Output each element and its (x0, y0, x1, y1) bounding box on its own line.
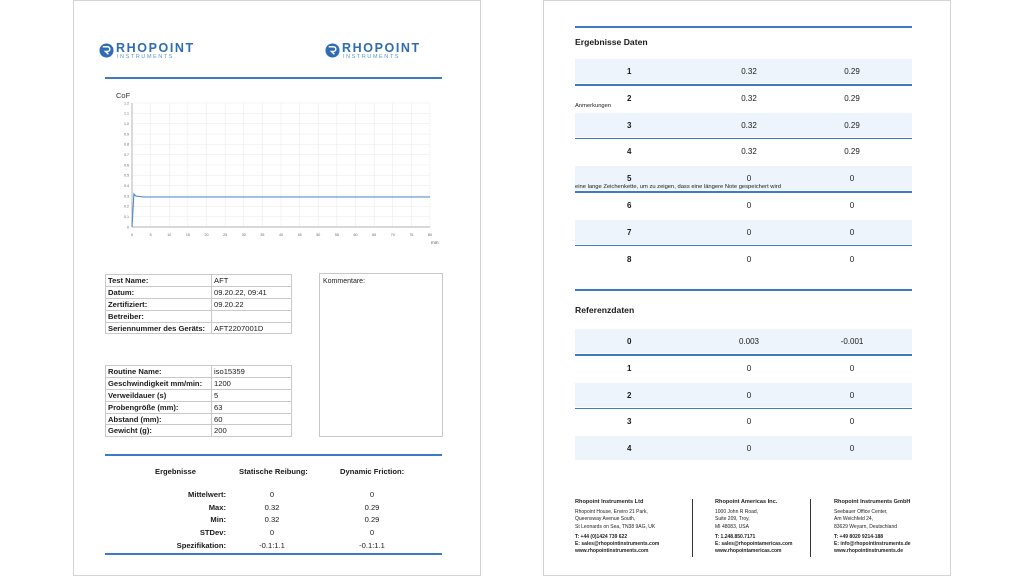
info-key: Gewicht (g): (106, 425, 212, 437)
results-row-static: -0.1:1.1 (259, 540, 285, 550)
info-key: Test Name: (106, 275, 212, 287)
results-row-dynamic: 0 (369, 490, 375, 499)
row-number: 6 (627, 201, 632, 210)
x-tick-label: 65 (372, 233, 377, 237)
row-value-b: 0.29 (844, 147, 860, 157)
row-number: 4 (627, 147, 632, 157)
x-tick-label: 50 (316, 233, 321, 237)
results-top-divider (105, 454, 442, 456)
row-value-a: 0 (746, 174, 752, 184)
y-axis-label: CoF (116, 91, 131, 100)
results-row-dynamic: 0.29 (364, 515, 380, 525)
info-value (212, 310, 292, 322)
office-email[interactable]: E: sales@rhopointinstruments.com (575, 541, 660, 548)
row-value-a: 0.32 (741, 120, 757, 130)
y-tick-label: 0.1 (124, 215, 129, 220)
row-value-b: 0 (849, 174, 855, 184)
info-key: Probengröße (mm): (106, 401, 212, 413)
x-tick-label: 75 (409, 233, 414, 237)
results-row (105, 541, 441, 553)
row-value-a: 0 (746, 363, 752, 373)
footer-separator (810, 499, 811, 557)
report-page-2 (543, 0, 951, 576)
info-row (106, 413, 292, 425)
info-row (106, 298, 292, 310)
office-address-line: MI 48083, USA (715, 523, 749, 530)
x-tick-label: 0 (131, 233, 133, 237)
test-info-table (105, 274, 292, 334)
row-value-a: 0.32 (741, 67, 757, 76)
info-key: Seriennummer des Geräts: (106, 322, 212, 334)
info-key: Datum: (106, 286, 212, 298)
row-value-a: 0 (746, 201, 752, 210)
logo-brand: RHOPOINT (342, 41, 421, 55)
office-address-line: 83629 Weyarn, Deutschland (834, 523, 898, 530)
row-value-b: 0 (849, 254, 855, 264)
info-row (106, 366, 292, 378)
x-tick-label: 35 (260, 233, 265, 237)
office-address-line: Seebauer Office Center, (834, 509, 888, 516)
row-value-b: 0.29 (844, 67, 860, 76)
info-row (106, 389, 292, 401)
info-key: Routine Name: (106, 366, 212, 378)
results-row-static: 0 (269, 490, 275, 499)
results-header-label: Ergebnisse (155, 467, 196, 476)
section-divider (575, 26, 912, 28)
results-row (105, 515, 441, 527)
row-value-b: 0 (849, 363, 855, 373)
x-tick-label: 20 (204, 233, 209, 237)
results-row-label: Mittelwert: (188, 490, 226, 499)
results-row-static: 0 (269, 528, 275, 538)
row-value-a: 0 (746, 390, 752, 400)
results-data-title: Ergebnisse Daten (575, 37, 648, 47)
footer-office (575, 499, 659, 555)
reference-data-title: Referenzdaten (575, 305, 635, 315)
data-row (575, 247, 912, 271)
office-website[interactable]: www.rhopointamericas.com (715, 548, 782, 555)
row-value-b: 0.29 (844, 120, 860, 130)
results-row-dynamic: -0.1:1.1 (359, 540, 385, 550)
y-tick-label: 0.2 (124, 204, 129, 209)
x-tick-label: 30 (241, 233, 246, 237)
info-value: 60 (212, 413, 292, 425)
y-tick-label: 1.2 (124, 101, 129, 106)
y-tick-label: 0.9 (124, 132, 129, 137)
office-website[interactable]: www.rhopointinstruments.de (834, 548, 903, 555)
office-email[interactable]: E: sales@rhopointamericas.com (715, 541, 793, 548)
x-tick-label: 5 (149, 233, 152, 237)
note-row-2: Anmerkungen (575, 103, 612, 109)
info-key: Abstand (mm): (106, 413, 212, 425)
y-tick-label: 0.7 (124, 153, 129, 158)
row-value-b: 0 (849, 201, 855, 210)
row-value-a: 0 (746, 227, 752, 237)
data-row (575, 139, 912, 163)
comment-label: Kommentare: (323, 278, 366, 285)
row-number: 2 (627, 93, 632, 103)
office-address-line: St Leonards on Sea, TN38 9AG, UK (575, 523, 656, 530)
info-row (106, 377, 292, 389)
data-row (575, 356, 912, 380)
info-value: 5 (212, 389, 292, 401)
logo-brand: RHOPOINT (116, 41, 195, 55)
results-row-label: Min: (210, 515, 226, 525)
x-tick-label: 45 (297, 233, 302, 237)
row-number: 1 (627, 363, 632, 373)
results-header-dynamic: Dynamic Friction: (340, 467, 405, 476)
y-tick-label: 0.5 (124, 173, 129, 178)
data-row (575, 383, 912, 407)
section-divider (575, 289, 912, 291)
header-divider (105, 77, 442, 79)
results-row-static: 0.32 (264, 515, 280, 525)
office-address-line: Am Weichfeld 24, (834, 516, 874, 523)
data-row (575, 436, 912, 460)
office-phone: T: 1.248.850.7171 (715, 533, 756, 540)
row-value-a: 0 (746, 254, 752, 264)
info-value: 200 (212, 425, 292, 437)
data-row (575, 193, 912, 217)
row-number: 8 (627, 254, 632, 264)
note-row-5: eine lange Zeichenkette, um zu zeigen, dass eine längere Note gespeichert wird (575, 184, 781, 190)
y-tick-label: 0.4 (124, 184, 129, 189)
office-address-line: 1000 John R Road, (715, 509, 759, 516)
row-value-b: 0 (849, 444, 855, 454)
info-key: Betreiber: (106, 310, 212, 322)
info-value: 09.20.22 (212, 298, 292, 310)
logo-sub: INSTRUMENTS (343, 54, 400, 60)
y-tick-label: 0.8 (124, 142, 129, 147)
office-email[interactable]: E: info@rhopointinstruments.de (834, 541, 911, 548)
info-value: 1200 (212, 377, 292, 389)
row-value-a: 0.32 (741, 147, 757, 157)
row-number: 5 (627, 174, 632, 184)
results-row-label: STDev: (199, 528, 226, 538)
results-header-row (105, 467, 441, 479)
office-address-line: Queensway Avenue South, (575, 516, 636, 523)
row-number: 7 (627, 227, 632, 237)
info-row (106, 286, 292, 298)
info-value: 63 (212, 401, 292, 413)
info-value: AFT2207001D (212, 322, 292, 334)
row-number: 1 (627, 67, 632, 76)
results-row-static: 0.32 (264, 502, 280, 512)
results-row (105, 528, 441, 540)
office-name: Rhopoint Instruments GmbH (834, 499, 911, 505)
data-row (575, 409, 912, 433)
results-row-label: Spezifikation: (176, 540, 226, 550)
office-address-line: Rhopoint House, Enviro 21 Park, (575, 509, 648, 516)
info-value: AFT (212, 275, 292, 287)
x-tick-label: 15 (185, 233, 190, 237)
row-value-b: 0 (849, 390, 855, 400)
info-row (106, 401, 292, 413)
data-row (575, 86, 912, 110)
office-phone: T: +49 8020 9214-188 (834, 533, 884, 540)
results-summary (105, 467, 442, 551)
x-tick-label: 80 (428, 233, 432, 237)
results-row (105, 503, 441, 515)
footer-office (834, 499, 911, 555)
routine-info-table (105, 365, 292, 437)
comment-box (319, 273, 443, 437)
x-tick-label: 25 (223, 233, 228, 237)
results-row-dynamic: 0.29 (364, 502, 380, 512)
row-value-a: 0.32 (741, 93, 757, 103)
results-bottom-divider (105, 553, 442, 555)
results-row-dynamic: 0 (369, 528, 375, 538)
rhopoint-logo-icon (99, 43, 114, 58)
row-value-a: 0 (746, 444, 752, 454)
data-row (575, 220, 912, 244)
row-value-b: -0.001 (840, 337, 864, 346)
x-axis-label: mm (431, 240, 439, 245)
row-value-a: 0.003 (738, 337, 760, 346)
info-key: Geschwindigkeit mm/min: (106, 377, 212, 389)
info-value: iso15359 (212, 366, 292, 378)
x-tick-label: 60 (353, 233, 358, 237)
info-key: Verweildauer (s) (106, 389, 212, 401)
office-website[interactable]: www.rhopointinstruments.com (575, 548, 649, 555)
y-tick-label: 0.6 (124, 163, 129, 168)
data-row (575, 113, 912, 137)
footer-separator (692, 499, 693, 557)
row-number: 0 (627, 337, 632, 346)
row-value-b: 0 (849, 417, 855, 427)
report-page-1 (73, 0, 481, 576)
rhopoint-logo-icon (325, 43, 340, 58)
row-number: 3 (627, 417, 632, 427)
row-value-b: 0.29 (844, 93, 860, 103)
info-row (106, 310, 292, 322)
x-tick-label: 10 (167, 233, 172, 237)
results-header-static: Statische Reibung: (239, 467, 308, 476)
info-row (106, 275, 292, 287)
data-row (575, 59, 912, 83)
office-phone: T: +44 (0)1424 739 622 (575, 533, 628, 540)
info-value: 09.20.22, 09:41 (212, 286, 292, 298)
info-key: Zertifiziert: (106, 298, 212, 310)
logo-sub: INSTRUMENTS (117, 54, 174, 60)
cof-chart (112, 89, 442, 249)
row-value-b: 0 (849, 227, 855, 237)
row-value-a: 0 (746, 417, 752, 427)
footer-office (715, 499, 792, 555)
x-tick-label: 40 (279, 233, 283, 237)
office-address-line: Suite 209, Troy, (715, 516, 750, 523)
y-tick-label: 1.0 (124, 122, 129, 127)
results-row-label: Max: (208, 502, 226, 512)
office-name: Rhopoint Americas Inc. (715, 499, 778, 505)
row-number: 4 (627, 444, 632, 454)
office-name: Rhopoint Instruments Ltd (575, 499, 644, 505)
row-number: 2 (627, 390, 632, 400)
info-row (106, 425, 292, 437)
row-number: 3 (627, 120, 632, 130)
x-tick-label: 55 (334, 233, 339, 237)
info-row (106, 322, 292, 334)
y-tick-label: 1.1 (124, 111, 129, 116)
x-tick-label: 70 (390, 233, 395, 237)
y-tick-label: 0 (127, 225, 129, 230)
results-row (105, 490, 441, 502)
y-tick-label: 0.3 (124, 194, 129, 199)
data-row (575, 329, 912, 353)
